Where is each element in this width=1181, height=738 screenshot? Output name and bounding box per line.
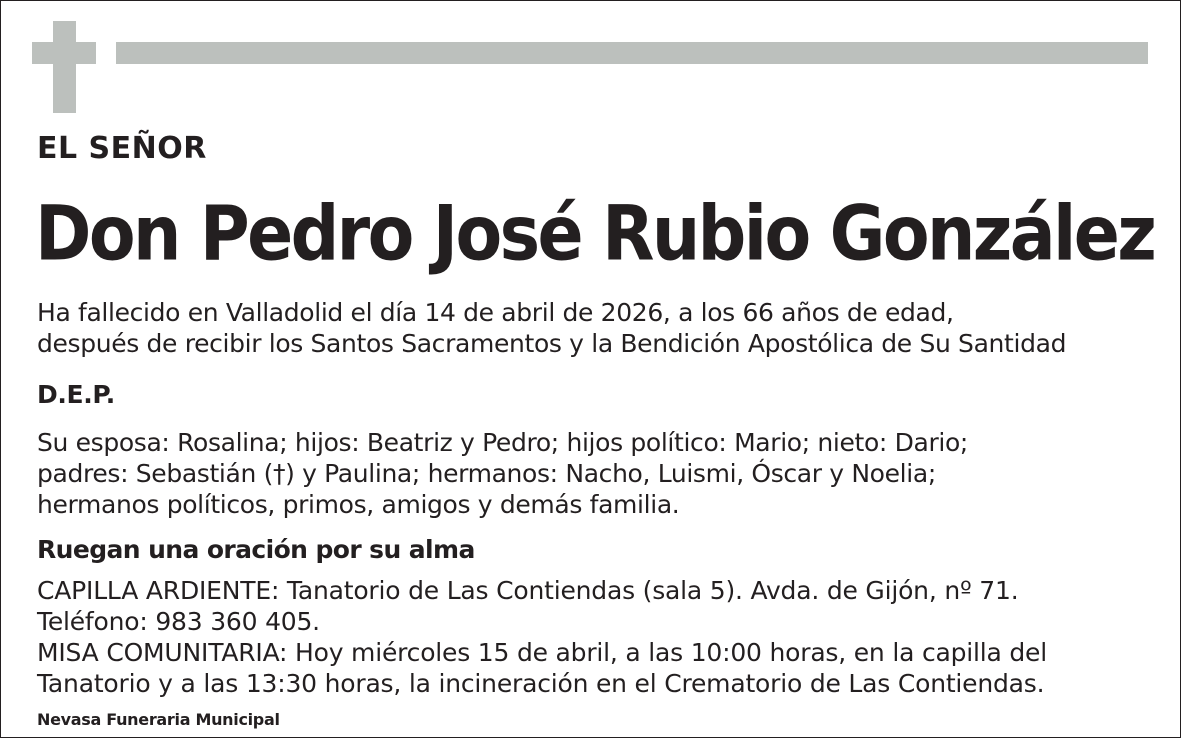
service-line: MISA COMUNITARIA: Hoy miércoles 15 de abril, a las 10:00 horas, en la capilla del — [37, 638, 1047, 667]
service-line: Teléfono: 983 360 405. — [37, 607, 320, 636]
cross-vertical-bar — [53, 21, 76, 113]
prayer-request: Ruegan una oración por su alma — [37, 535, 475, 564]
death-announcement — [37, 297, 1066, 359]
service-line: CAPILLA ARDIENTE: Tanatorio de Las Contiendas (sala 5). Avda. de Gijón, nº 71. — [37, 576, 1019, 605]
service-line: Tanatorio y a las 13:30 horas, la incineración en el Crematorio de Las Contiendas. — [37, 669, 1045, 698]
announcement-line: Ha fallecido en Valladolid el día 14 de abril de 2026, a los 66 años de edad, — [37, 298, 954, 327]
header-rule — [116, 42, 1148, 64]
family-line: hermanos políticos, primos, amigos y demás familia. — [37, 490, 680, 519]
cross-horizontal-bar — [32, 42, 96, 64]
family-line: padres: Sebastián (†) y Paulina; hermanos: Nacho, Luismi, Óscar y Noelia; — [37, 459, 936, 488]
dep-label: D.E.P. — [37, 380, 115, 409]
service-details — [37, 575, 1047, 699]
deceased-name: Don Pedro José Rubio González — [35, 190, 1155, 279]
honorific-prefix: EL SEÑOR — [37, 131, 207, 166]
funeral-home-name: Nevasa Funeraria Municipal — [37, 710, 280, 729]
family-line: Su esposa: Rosalina; hijos: Beatriz y Pedro; hijos político: Mario; nieto: Dario; — [37, 428, 969, 457]
announcement-line: después de recibir los Santos Sacramentos y la Bendición Apostólica de Su Santidad — [37, 329, 1067, 358]
family-list — [37, 427, 968, 520]
